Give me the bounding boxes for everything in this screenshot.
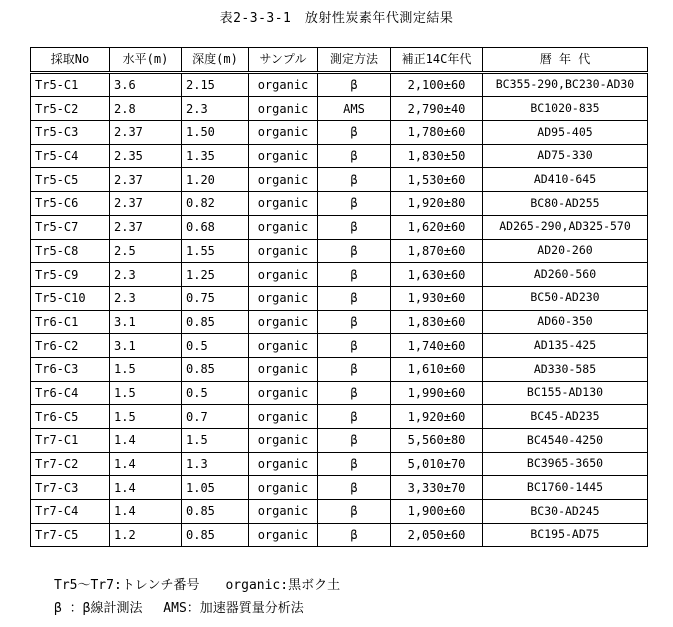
cell-method: β	[318, 452, 391, 476]
col-header-method: 測定方法	[318, 48, 391, 73]
cell-depth: 1.50	[182, 121, 249, 145]
cell-method: β	[318, 357, 391, 381]
cell-calendar-age: AD135-425	[483, 334, 648, 358]
cell-sample-no: Tr5-C5	[31, 168, 110, 192]
cell-sample-no: Tr5-C4	[31, 144, 110, 168]
cell-calendar-age: AD330-585	[483, 357, 648, 381]
cell-c14-age: 1,740±60	[391, 334, 483, 358]
cell-method: β	[318, 168, 391, 192]
cell-method: β	[318, 239, 391, 263]
cell-c14-age: 1,780±60	[391, 121, 483, 145]
cell-horizontal: 2.37	[110, 121, 182, 145]
cell-calendar-age: AD60-350	[483, 310, 648, 334]
cell-horizontal: 2.37	[110, 192, 182, 216]
cell-calendar-age: BC30-AD245	[483, 500, 648, 524]
cell-method: β	[318, 121, 391, 145]
cell-horizontal: 1.5	[110, 357, 182, 381]
cell-calendar-age: BC195-AD75	[483, 523, 648, 547]
cell-c14-age: 3,330±70	[391, 476, 483, 500]
cell-sample-no: Tr6-C2	[31, 334, 110, 358]
cell-c14-age: 2,790±40	[391, 97, 483, 121]
cell-depth: 0.5	[182, 334, 249, 358]
cell-sample: organic	[249, 523, 318, 547]
table-row	[31, 405, 648, 429]
cell-depth: 2.15	[182, 72, 249, 97]
cell-horizontal: 2.37	[110, 168, 182, 192]
cell-c14-age: 2,050±60	[391, 523, 483, 547]
table-row	[31, 334, 648, 358]
cell-calendar-age: BC4540-4250	[483, 429, 648, 453]
cell-depth: 1.5	[182, 429, 249, 453]
cell-c14-age: 1,620±60	[391, 215, 483, 239]
cell-sample: organic	[249, 500, 318, 524]
cell-depth: 0.75	[182, 286, 249, 310]
cell-sample-no: Tr6-C3	[31, 357, 110, 381]
cell-calendar-age: BC50-AD230	[483, 286, 648, 310]
col-header-sample: サンプル	[249, 48, 318, 73]
cell-c14-age: 1,930±60	[391, 286, 483, 310]
cell-depth: 1.55	[182, 239, 249, 263]
cell-horizontal: 3.1	[110, 334, 182, 358]
cell-horizontal: 2.8	[110, 97, 182, 121]
cell-method: β	[318, 381, 391, 405]
cell-calendar-age: BC155-AD130	[483, 381, 648, 405]
table-row	[31, 429, 648, 453]
cell-sample: organic	[249, 452, 318, 476]
cell-sample-no: Tr5-C7	[31, 215, 110, 239]
cell-horizontal: 1.5	[110, 381, 182, 405]
cell-sample: organic	[249, 334, 318, 358]
cell-sample-no: Tr5-C6	[31, 192, 110, 216]
cell-method: β	[318, 144, 391, 168]
cell-calendar-age: BC1020-835	[483, 97, 648, 121]
cell-sample-no: Tr7-C4	[31, 500, 110, 524]
cell-method: β	[318, 500, 391, 524]
cell-sample-no: Tr7-C2	[31, 452, 110, 476]
table-row	[31, 357, 648, 381]
col-header-depth: 深度(m)	[182, 48, 249, 73]
cell-horizontal: 1.5	[110, 405, 182, 429]
cell-method: β	[318, 286, 391, 310]
cell-sample: organic	[249, 168, 318, 192]
cell-sample-no: Tr6-C1	[31, 310, 110, 334]
cell-c14-age: 1,610±60	[391, 357, 483, 381]
cell-c14-age: 2,100±60	[391, 72, 483, 97]
cell-horizontal: 3.1	[110, 310, 182, 334]
cell-method: β	[318, 72, 391, 97]
col-header-sample-no: 採取No	[31, 48, 110, 73]
cell-sample: organic	[249, 405, 318, 429]
cell-sample-no: Tr7-C5	[31, 523, 110, 547]
cell-calendar-age: AD265-290,AD325-570	[483, 215, 648, 239]
cell-c14-age: 1,990±60	[391, 381, 483, 405]
cell-sample: organic	[249, 72, 318, 97]
table-row	[31, 523, 648, 547]
col-header-c14-age: 補正14C年代	[391, 48, 483, 73]
cell-horizontal: 1.4	[110, 429, 182, 453]
cell-horizontal: 1.4	[110, 476, 182, 500]
table-row	[31, 97, 648, 121]
cell-horizontal: 1.4	[110, 452, 182, 476]
table-row	[31, 476, 648, 500]
table-row	[31, 215, 648, 239]
cell-sample-no: Tr5-C8	[31, 239, 110, 263]
cell-sample-no: Tr6-C5	[31, 405, 110, 429]
cell-sample: organic	[249, 192, 318, 216]
cell-calendar-age: BC3965-3650	[483, 452, 648, 476]
cell-sample-no: Tr5-C3	[31, 121, 110, 145]
cell-depth: 0.85	[182, 523, 249, 547]
cell-depth: 0.7	[182, 405, 249, 429]
header-row	[31, 48, 648, 73]
cell-method: β	[318, 192, 391, 216]
cell-depth: 1.3	[182, 452, 249, 476]
cell-depth: 0.5	[182, 381, 249, 405]
cell-depth: 2.3	[182, 97, 249, 121]
cell-c14-age: 5,560±80	[391, 429, 483, 453]
cell-horizontal: 2.37	[110, 215, 182, 239]
cell-sample: organic	[249, 263, 318, 287]
cell-c14-age: 1,900±60	[391, 500, 483, 524]
cell-sample: organic	[249, 215, 318, 239]
cell-sample: organic	[249, 144, 318, 168]
cell-sample-no: Tr5-C9	[31, 263, 110, 287]
cell-depth: 0.68	[182, 215, 249, 239]
cell-horizontal: 2.5	[110, 239, 182, 263]
cell-horizontal: 2.3	[110, 286, 182, 310]
table-row	[31, 263, 648, 287]
cell-c14-age: 1,920±80	[391, 192, 483, 216]
cell-depth: 0.85	[182, 310, 249, 334]
cell-horizontal: 2.3	[110, 263, 182, 287]
cell-sample: organic	[249, 476, 318, 500]
cell-calendar-age: BC80-AD255	[483, 192, 648, 216]
table-row	[31, 310, 648, 334]
cell-method: β	[318, 429, 391, 453]
table-row	[31, 168, 648, 192]
cell-sample: organic	[249, 121, 318, 145]
cell-sample-no: Tr5-C1	[31, 72, 110, 97]
col-header-calendar-age: 暦 年 代	[483, 48, 648, 73]
table-row	[31, 121, 648, 145]
cell-horizontal: 1.2	[110, 523, 182, 547]
table-body	[31, 72, 648, 547]
cell-calendar-age: BC355-290,BC230-AD30	[483, 72, 648, 97]
cell-sample: organic	[249, 239, 318, 263]
cell-c14-age: 1,830±60	[391, 310, 483, 334]
table-row	[31, 381, 648, 405]
cell-sample-no: Tr5-C2	[31, 97, 110, 121]
table-row	[31, 192, 648, 216]
cell-c14-age: 1,870±60	[391, 239, 483, 263]
cell-method: β	[318, 334, 391, 358]
cell-sample-no: Tr7-C1	[31, 429, 110, 453]
cell-sample: organic	[249, 357, 318, 381]
cell-depth: 0.85	[182, 357, 249, 381]
cell-calendar-age: AD20-260	[483, 239, 648, 263]
table-row	[31, 239, 648, 263]
cell-c14-age: 1,530±60	[391, 168, 483, 192]
table-row	[31, 286, 648, 310]
cell-sample: organic	[249, 286, 318, 310]
cell-sample: organic	[249, 310, 318, 334]
cell-sample: organic	[249, 381, 318, 405]
cell-method: β	[318, 263, 391, 287]
cell-c14-age: 5,010±70	[391, 452, 483, 476]
cell-depth: 0.85	[182, 500, 249, 524]
cell-calendar-age: BC1760-1445	[483, 476, 648, 500]
cell-sample: organic	[249, 429, 318, 453]
cell-c14-age: 1,630±60	[391, 263, 483, 287]
note-trench-legend: Tr5～Tr7:トレンチ番号 organic:黒ボク土	[54, 578, 341, 593]
cell-horizontal: 2.35	[110, 144, 182, 168]
table-notes	[54, 574, 340, 620]
cell-depth: 1.05	[182, 476, 249, 500]
cell-calendar-age: AD410-645	[483, 168, 648, 192]
cell-method: β	[318, 523, 391, 547]
cell-method: AMS	[318, 97, 391, 121]
results-table	[30, 47, 648, 547]
cell-c14-age: 1,830±50	[391, 144, 483, 168]
table-row	[31, 500, 648, 524]
cell-depth: 1.20	[182, 168, 249, 192]
col-header-horizontal: 水平(m)	[110, 48, 182, 73]
cell-sample-no: Tr7-C3	[31, 476, 110, 500]
page-title: 表2-3-3-1 放射性炭素年代測定結果	[219, 11, 454, 26]
cell-depth: 1.25	[182, 263, 249, 287]
table-row	[31, 72, 648, 97]
table-row	[31, 452, 648, 476]
cell-sample: organic	[249, 97, 318, 121]
cell-calendar-age: AD95-405	[483, 121, 648, 145]
cell-sample-no: Tr5-C10	[31, 286, 110, 310]
cell-method: β	[318, 215, 391, 239]
cell-depth: 1.35	[182, 144, 249, 168]
cell-depth: 0.82	[182, 192, 249, 216]
cell-horizontal: 1.4	[110, 500, 182, 524]
cell-calendar-age: AD260-560	[483, 263, 648, 287]
cell-method: β	[318, 476, 391, 500]
cell-method: β	[318, 310, 391, 334]
cell-calendar-age: AD75-330	[483, 144, 648, 168]
note-method-legend: β ：β線計測法 AMS：加速器質量分析法	[54, 601, 304, 616]
cell-sample-no: Tr6-C4	[31, 381, 110, 405]
cell-c14-age: 1,920±60	[391, 405, 483, 429]
table-header	[31, 48, 648, 73]
cell-method: β	[318, 405, 391, 429]
cell-calendar-age: BC45-AD235	[483, 405, 648, 429]
table-row	[31, 144, 648, 168]
cell-horizontal: 3.6	[110, 72, 182, 97]
